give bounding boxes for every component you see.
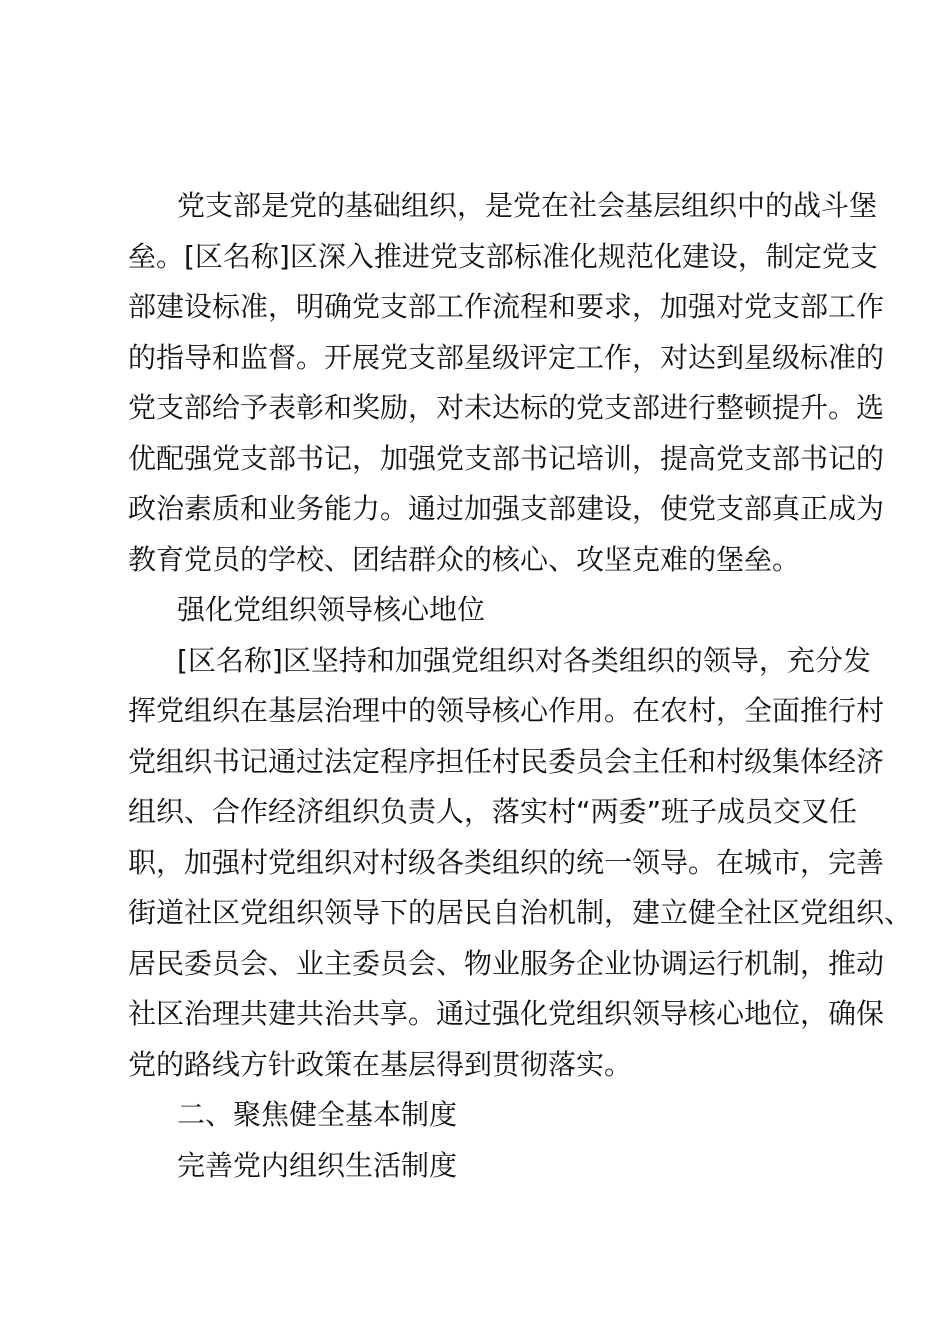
paragraph-branch-building	[128, 181, 885, 585]
chapter-heading: 二、聚焦健全基本制度	[177, 1098, 458, 1131]
text-line: 政治素质和业务能力。通过加强支部建设，使党支部真正成为	[128, 492, 885, 525]
paragraph-leadership-core	[128, 636, 913, 1091]
text-line: 社区治理共建共治共享。通过强化党组织领导核心地位，确保	[128, 997, 885, 1030]
section-heading: 完善党内组织生活制度	[177, 1148, 458, 1182]
text-line: 教育党员的学校、团结群众的核心、攻坚克难的堡垒。	[128, 542, 801, 576]
text-line: 的指导和监督。开展党支部星级评定工作，对达到星级标准的	[128, 340, 885, 374]
text-line: 党的路线方针政策在基层得到贯彻落实。	[128, 1047, 633, 1081]
text-line: 街道社区党组织领导下的居民自治机制，建立健全社区党组织、	[128, 896, 913, 929]
text-line: 部建设标准，明确党支部工作流程和要求，加强对党支部工作	[128, 290, 885, 323]
text-line: 垒。[区名称]区深入推进党支部标准化规范化建设，制定党支	[128, 239, 878, 273]
text-line: 挥党组织在基层治理中的领导核心作用。在农村，全面推行村	[128, 694, 885, 727]
text-line: 居民委员会、业主委员会、物业服务企业协调运行机制，推动	[128, 946, 885, 980]
text-line: 优配强党支部书记，加强党支部书记培训，提高党支部书记的	[128, 441, 885, 475]
section-heading: 强化党组织领导核心地位	[177, 593, 486, 626]
text-line: 党支部是党的基础组织，是党在社会基层组织中的战斗堡	[177, 189, 878, 222]
text-line: 职，加强村党组织对村级各类组织的统一领导。在城市，完善	[128, 845, 885, 879]
text-line: [区名称]区坚持和加强党组织对各类组织的领导，充分发	[177, 643, 871, 677]
text-line: 党支部给予表彰和奖励，对未达标的党支部进行整顿提升。选	[128, 391, 885, 424]
text-line: 组织、合作经济组织负责人，落实村“两委”班子成员交叉任	[128, 795, 858, 828]
document-body	[128, 181, 913, 1191]
text-line: 党组织书记通过法定程序担任村民委员会主任和村级集体经济	[128, 744, 885, 778]
